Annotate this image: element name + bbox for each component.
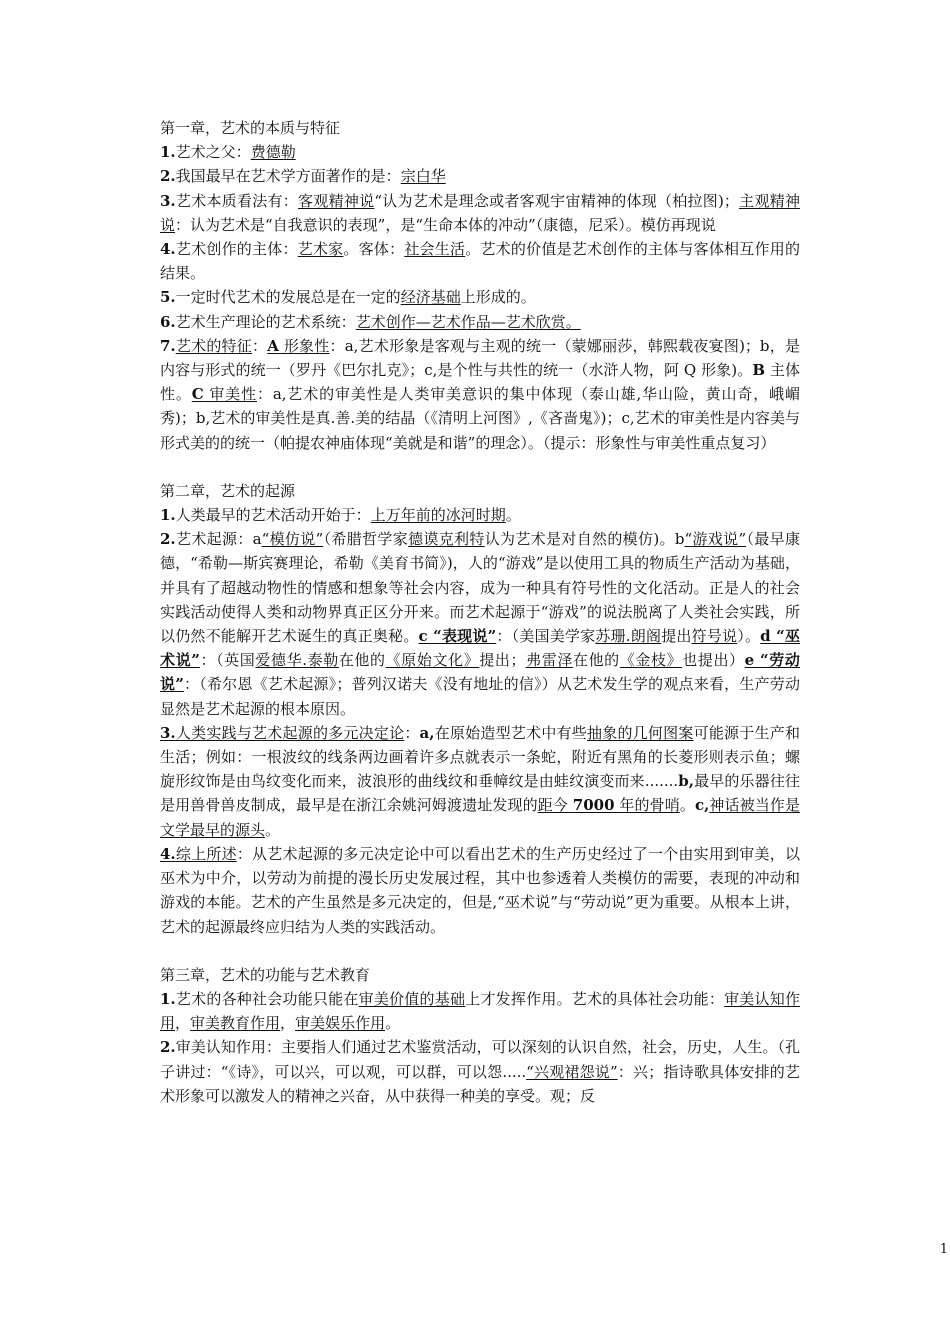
section-gap <box>160 939 800 963</box>
chapter-2-item-2: 2.艺术起源：a“模仿说”（希腊哲学家德谟克利特认为艺术是对自然的模仿)。b“游戏说”（最早康德，“希勒—斯宾赛理论，希勒《美育书简》)，人的“游戏”是以使用工具的物质生产活动为基础，并具有了超越动物性的情感和想象等社会内容，成为一种具有符号性的文化活动。正是人的社会实践活动使得人类和动物界真正区分开来。而艺术起源于“游戏”的说法脱离了人类社会实践，所以仍然不能解开艺术诞生的真正奥秘。c “表现说”：（美国美学家苏珊.朗阁提出符号说）。d “巫术说”：（英国爱德华.泰勒在他的《原始文化》提出；弗雷泽在他的《金枝》也提出）e “劳动说”：（希尔恩《艺术起源》；普列汉诺夫《没有地址的信》）从艺术发生学的观点来看，生产劳动显然是艺术起源的根本原因。 <box>160 530 800 718</box>
chapter-1-item-7: 7.艺术的特征：A 形象性：a,艺术形象是客观与主观的统一（蒙娜丽莎，韩熙载夜宴图)；b，是内容与形式的统一（罗丹《巴尔扎克》；c,是个性与共性的统一（水浒人物，阿 Q 形象)。B 主体性。C 审美性：a,艺术的审美性是人类审美意识的集中体现（泰山雄,华山险，黄山奇，峨嵋秀)；b,艺术的审美性是真.善.美的结晶（《清明上河图》,《吝啬鬼》)；c,艺术的审美性是内容美与形式美的的统一（帕提农神庙体现“美就是和谐”的理念）。（提示：形象性与审美性重点复习） <box>160 336 800 452</box>
chapter-2-item-4: 4.综上所述：从艺术起源的多元决定论中可以看出艺术的生产历史经过了一个由实用到审美，以巫术为中介，以劳动为前提的漫长历史发展过程，其中也参透着人类模仿的需要，表现的冲动和游戏的本能。艺术的产生虽然是多元决定的，但是,“巫术说”与“劳动说”更为重要。从根本上讲，艺术的起源最终应归结为人类的实践活动。 <box>160 844 800 936</box>
chapter-2-title: 第二章，艺术的起源 <box>160 481 296 500</box>
document-body <box>160 116 800 1108</box>
chapter-1-title: 第一章，艺术的本质与特征 <box>160 119 341 137</box>
chapter-1-item-1: 1.艺术之父：费德勒 <box>160 143 296 162</box>
page-number: 1 <box>939 1242 948 1257</box>
chapter-3-title: 第三章，艺术的功能与艺术教育 <box>160 965 371 984</box>
chapter-1-item-5: 5.一定时代艺术的发展总是在一定的经济基础上形成的。 <box>160 288 536 307</box>
chapter-2-item-1: 1.人类最早的艺术活动开始于：上万年前的冰河时期。 <box>160 506 521 525</box>
chapter-1-item-2: 2.我国最早在艺术学方面著作的是：宗白华 <box>160 167 446 186</box>
chapter-1-item-3: 3.艺术本质看法有：客观精神说“认为艺术是理念或者客观宇宙精神的体现（柏拉图)；主观精神说：认为艺术是“自我意识的表现”，是“生命本体的冲动”（康德，尼采）。模仿再现说 <box>160 191 800 234</box>
chapter-2-item-3: 3.人类实践与艺术起源的多元决定论：a,在原始造型艺术中有些抽象的几何图案可能源于生产和生活；例如：一根波纹的线条两边画着许多点就表示一条蛇，附近有黑角的长菱形则表示鱼；螺旋形纹饰是由鸟纹变化而来，波浪形的曲线纹和垂幛纹是由蛙纹演变而来.......b,最早的乐器往往是用兽骨兽皮制成，最早是在浙江余姚河姆渡遗址发现的距今 7000 年的骨哨。c,神话被当作是文学最早的源头。 <box>160 723 800 839</box>
chapter-1-item-4: 4.艺术创作的主体：艺术家。客体：社会生活。艺术的价值是艺术创作的主体与客体相互作用的结果。 <box>160 240 800 283</box>
chapter-1-item-6: 6.艺术生产理论的艺术系统：艺术创作—艺术作品—艺术欣赏。 <box>160 312 581 331</box>
section-gap <box>160 455 800 479</box>
chapter-3-item-2: 2.审美认知作用：主要指人们通过艺术鉴赏活动，可以深刻的认识自然，社会，历史，人生。（孔子讲过：“《诗》，可以兴，可以观，可以群，可以怨.....“兴观裙怨说”：兴；指诗歌具体安排的艺术形象可以激发人的精神之兴奋，从中获得一种美的享受。观；反 <box>160 1038 800 1105</box>
chapter-3-item-1: 1.艺术的各种社会功能只能在审美价值的基础上才发挥作用。艺术的具体社会功能：审美认知作用，审美教育作用，审美娱乐作用。 <box>160 989 800 1033</box>
